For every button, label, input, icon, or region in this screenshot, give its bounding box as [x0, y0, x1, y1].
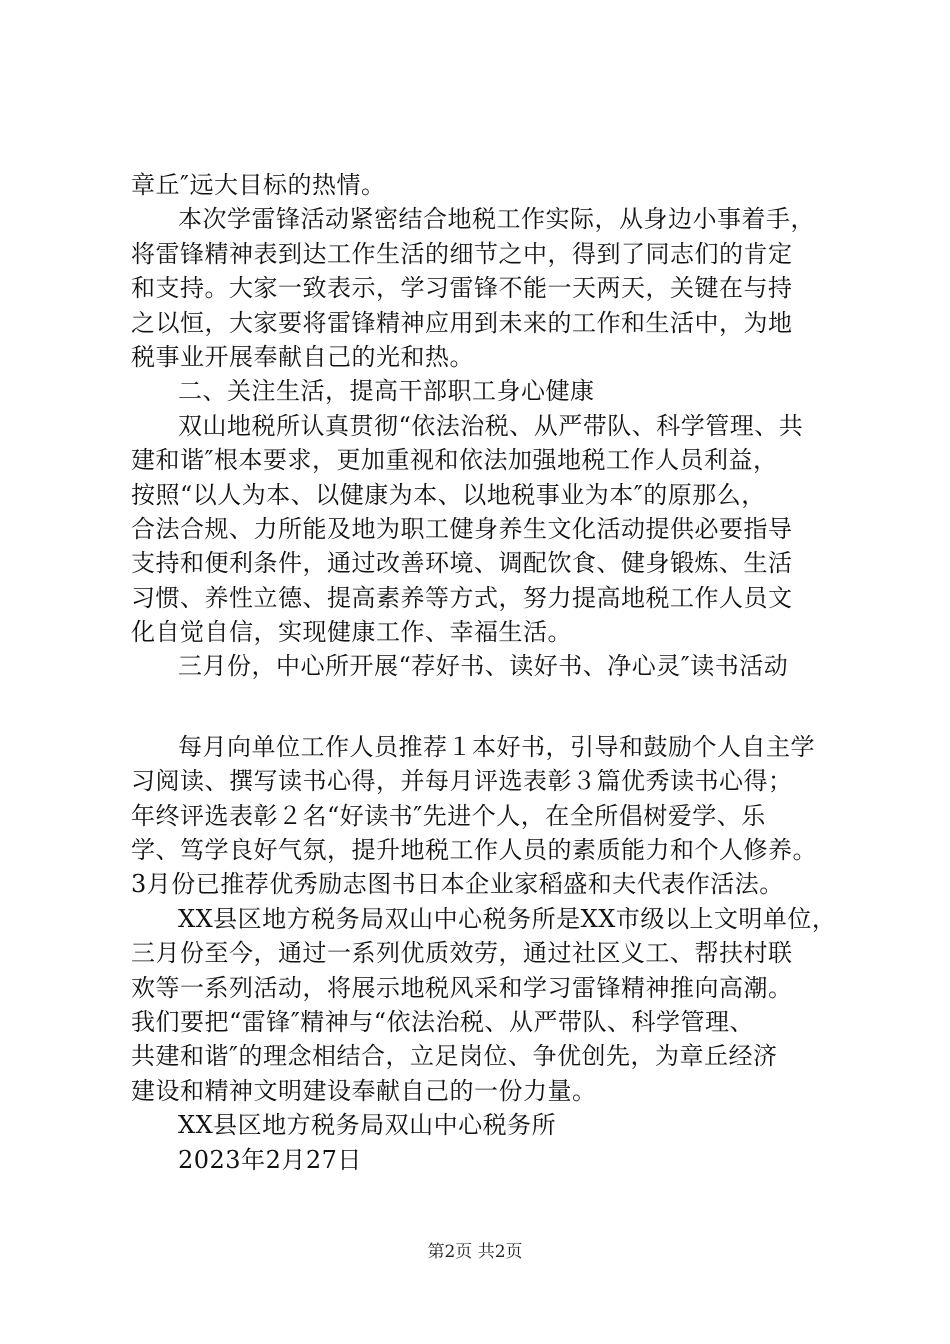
- text-line: 按照“以人为本、以健康为本、以地税事业为本″的原那么，: [131, 480, 766, 509]
- text-line: 年终评选表彰２名“好读书″先进个人，在全所倡树爱学、乐: [131, 801, 766, 830]
- paragraph-start-line: 每月向单位工作人员推荐１本好书，引导和鼓励个人自主学: [178, 732, 815, 761]
- paragraph-gap: [131, 684, 843, 730]
- text-line: 建设和精神文明建设奉献自己的一份力量。: [131, 1076, 597, 1105]
- sub-heading: 三月份，中心所开展“荐好书、读好书、净心灵″读书活动: [178, 652, 789, 681]
- page-number-footer: 第2页 共2页: [427, 1242, 523, 1262]
- text-line: 三月份至今，通过一系列优质效劳，通过社区义工、帮扶村联: [131, 939, 793, 968]
- text-line: 税事业开展奉献自己的光和热。: [131, 342, 474, 371]
- text-line: 之以恒，大家要将雷锋精神应用到未来的工作和生活中，为地: [131, 308, 793, 337]
- text-line: 习阅读、撰写读书心得，并每月评选表彰３篇优秀读书心得；: [131, 767, 793, 796]
- text-line: 和支持。大家一致表示，学习雷锋不能一天两天，关键在与持: [131, 274, 793, 303]
- paragraph-start-line: XX县区地方税务局双山中心税务所是XX市级以上文明单位，: [178, 904, 837, 933]
- signature-date: 2023年2月27日: [178, 1145, 362, 1174]
- text-line: 共建和谐″的理念相结合，立足岗位、争优创先，为章丘经济: [131, 1042, 778, 1071]
- text-line: 将雷锋精神表到达工作生活的细节之中，得到了同志们的肯定: [131, 239, 793, 268]
- text-line: 欢等一系列活动，将展示地税风采和学习雷锋精神推向高潮。: [131, 973, 793, 1002]
- document-body: [131, 168, 843, 1177]
- section-heading: 二、关注生活，提高干部职工身心健康: [178, 377, 595, 406]
- text-line: 3月份已推荐优秀励志图书日本企业家稻盛和夫代表作活法。: [131, 870, 784, 899]
- text-line: 建和谐″根本要求，更加重视和依法加强地税工作人员利益，: [131, 446, 778, 475]
- text-line: 支持和便利条件，通过改善环境、调配饮食、健身锻炼、生活: [131, 549, 793, 578]
- text-line: 我们要把“雷锋″精神与“依法治税、从严带队、科学管理、: [131, 1007, 755, 1036]
- signature-organization: XX县区地方税务局双山中心税务所: [178, 1111, 557, 1140]
- paragraph-start-line: 本次学雷锋活动紧密结合地税工作实际，从身边小事着手，: [178, 205, 815, 234]
- text-line: 习惯、养性立德、提高素养等方式，努力提高地税工作人员文: [131, 583, 793, 612]
- text-line: 化自觉自信，实现健康工作、幸福生活。: [131, 618, 572, 647]
- text-line: 合法合规、力所能及地为职工健身养生文化活动提供必要指导: [131, 514, 793, 543]
- paragraph-start-line: 双山地税所认真贯彻“依法治税、从严带队、科学管理、共: [178, 411, 804, 440]
- text-line: 章丘″远大目标的热情。: [131, 171, 386, 199]
- text-line: 学、笃学良好气氛，提升地税工作人员的素质能力和个人修养。: [131, 836, 817, 865]
